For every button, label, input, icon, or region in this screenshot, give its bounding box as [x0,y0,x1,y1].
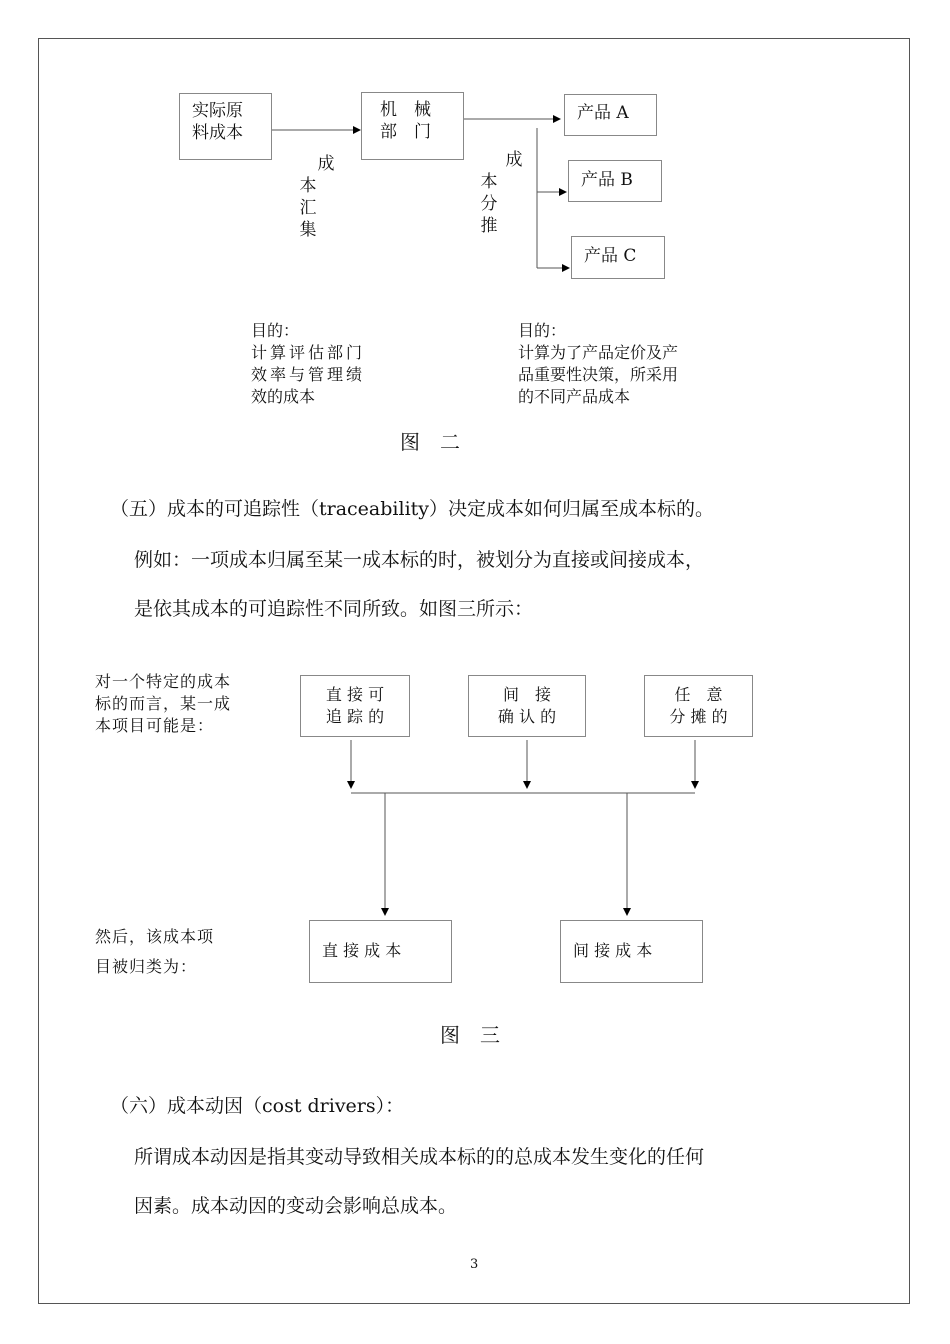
indirect-confirm-line2: 确 认 的 [497,707,557,726]
product-c-label: 产品 C [584,246,637,266]
direct-cost-label: 直 接 成 本 [322,941,402,960]
product-b-label: 产品 B [581,170,633,190]
arbitrary-line1: 任 意 [674,685,723,704]
box-product-c [571,236,665,279]
label-collect-1: 成 [317,154,335,174]
purpose-left [251,320,365,408]
section6-line2: 因素。成本动因的变动会影响总成本。 [134,1195,458,1217]
box-indirect-confirmed [468,675,586,737]
figure2-caption: 图 二 [400,430,460,454]
box-product-b [568,160,662,202]
indirect-confirm-line1: 间 接 [502,685,551,704]
box-direct-traceable [300,675,410,737]
purpose-left-line3: 效的成本 [251,387,316,406]
product-a-label: 产品 A [577,103,629,123]
purpose-left-line1: 计算评估部门 [251,343,366,362]
box-product-a [564,94,657,136]
intro-line3: 本项目可能是： [95,716,215,735]
purpose-right [518,320,678,408]
section6-line1: 所谓成本动因是指其变动导致相关成本标的的总成本发生变化的任何 [134,1146,705,1168]
section5-heading: （五）成本的可追踪性（traceability）决定成本如何归属至成本标的。 [110,498,715,520]
purpose-left-title: 目的： [251,321,300,340]
box-machinery-dept [361,92,464,160]
label-allocate-1: 成 [505,150,523,170]
box-material-line1: 实际原 [192,101,243,121]
intro-line1: 对一个特定的成本 [95,672,232,691]
label-collect-4: 集 [299,220,317,240]
box-arbitrary-allocated [644,675,753,737]
label-collect-3: 汇 [299,198,317,218]
box-direct-cost [309,920,452,983]
direct-trace-line1: 直 接 可 [325,685,385,704]
figure3-caption: 图 三 [440,1023,500,1047]
intro-line2: 标的而言，某一成 [95,694,232,713]
direct-trace-line2: 追 踪 的 [325,707,385,726]
box-dept-line2: 部 门 [380,122,431,142]
arbitrary-line2: 分 摊 的 [669,707,728,726]
then-line1: 然后，该成本项 [95,927,215,946]
label-allocate-2: 本 [480,172,498,192]
purpose-left-line2: 效率与管理绩 [251,365,366,384]
purpose-right-line2: 品重要性决策，所采用 [518,365,679,384]
purpose-right-title: 目的： [518,321,567,340]
page-number: 3 [470,1257,479,1272]
figure3-intro [95,671,231,737]
section6-heading: （六）成本动因（cost drivers）： [110,1095,405,1117]
figure3-then-text [95,922,214,982]
box-indirect-cost [560,920,703,983]
label-allocate-4: 推 [480,216,498,236]
box-material-line2: 料成本 [192,123,243,143]
purpose-right-line3: 的不同产品成本 [518,387,631,406]
section5-line2: 是依其成本的可追踪性不同所致。如图三所示： [134,598,534,620]
box-material-cost [179,93,272,160]
box-dept-line1: 机 械 [380,100,431,120]
indirect-cost-label: 间 接 成 本 [573,941,653,960]
label-collect-2: 本 [299,176,317,196]
section5-line1: 例如：一项成本归属至某一成本标的时，被划分为直接或间接成本， [134,549,705,571]
label-allocate-3: 分 [480,194,498,214]
purpose-right-line1: 计算为了产品定价及产 [518,343,679,362]
then-line2: 目被归类为： [95,957,198,976]
